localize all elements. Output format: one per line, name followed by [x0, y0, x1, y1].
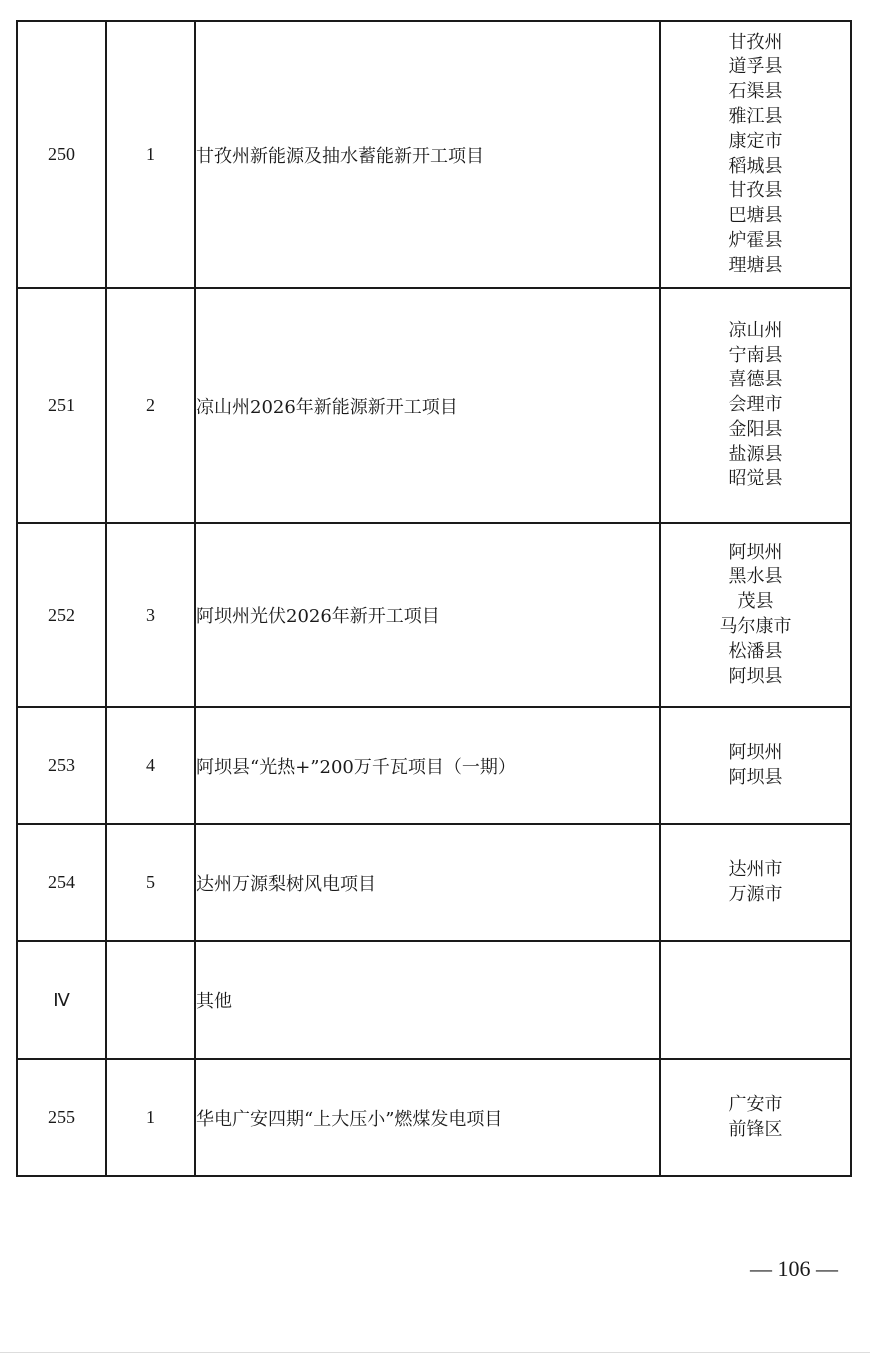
location-line: 达州市: [728, 858, 783, 880]
project-locations: [660, 824, 851, 941]
location-line: 茂县: [737, 591, 774, 613]
project-table: [16, 20, 852, 1177]
project-locations: [660, 21, 851, 288]
location-line: 松潘县: [728, 640, 783, 662]
location-line: 阿坝县: [728, 665, 783, 687]
row-sub-number: 2: [106, 288, 195, 523]
location-line: 炉霍县: [728, 229, 783, 251]
location-line: 石渠县: [728, 81, 783, 103]
project-locations: [660, 707, 851, 824]
location-line: 道孚县: [728, 56, 783, 78]
project-name: 凉山州2026年新能源新开工项目: [195, 288, 660, 523]
location-line: 阿坝州: [728, 741, 783, 763]
table-row: [17, 21, 851, 288]
project-name: 甘孜州新能源及抽水蓄能新开工项目: [195, 21, 660, 288]
location-line: 万源市: [728, 883, 783, 905]
location-line: 阿坝州: [728, 541, 783, 563]
location-line: 盐源县: [728, 443, 783, 465]
row-number: 253: [17, 707, 106, 824]
row-number: 252: [17, 523, 106, 707]
location-line: 稻城县: [728, 155, 783, 177]
row-number: 251: [17, 288, 106, 523]
location-line: 理塘县: [728, 254, 783, 276]
project-name: 阿坝州光伏2026年新开工项目: [195, 523, 660, 707]
row-number: Ⅳ: [17, 941, 106, 1059]
table-row: [17, 1059, 851, 1176]
row-number: 255: [17, 1059, 106, 1176]
project-locations: [660, 288, 851, 523]
table-row: [17, 707, 851, 824]
table-row: [17, 523, 851, 707]
project-locations: [660, 523, 851, 707]
location-line: 马尔康市: [719, 616, 792, 637]
location-line: 甘孜县: [728, 180, 783, 202]
location-line: 宁南县: [728, 344, 783, 366]
location-line: 喜德县: [728, 369, 783, 391]
row-sub-number: 1: [106, 1059, 195, 1176]
project-locations: [660, 941, 851, 1059]
location-line: 广安市: [728, 1093, 783, 1115]
location-line: 雅江县: [728, 105, 783, 127]
project-locations: [660, 1059, 851, 1176]
table-row: [17, 824, 851, 941]
location-line: 巴塘县: [728, 205, 783, 227]
project-name: 其他: [195, 941, 660, 1059]
location-line: 黑水县: [728, 566, 783, 588]
row-sub-number: 1: [106, 21, 195, 288]
location-line: 康定市: [728, 130, 783, 152]
table-row: [17, 288, 851, 523]
project-name: 华电广安四期“上大压小”燃煤发电项目: [195, 1059, 660, 1176]
table-row: [17, 941, 851, 1059]
row-sub-number: 5: [106, 824, 195, 941]
row-number: 250: [17, 21, 106, 288]
location-line: 凉山州: [728, 319, 783, 341]
location-line: 昭觉县: [728, 468, 783, 490]
row-sub-number: [106, 941, 195, 1059]
project-name: 达州万源梨树风电项目: [195, 824, 660, 941]
row-number: 254: [17, 824, 106, 941]
row-sub-number: 3: [106, 523, 195, 707]
page-bottom-divider: [0, 1352, 870, 1353]
location-line: 甘孜州: [728, 31, 783, 53]
row-sub-number: 4: [106, 707, 195, 824]
page-number: — 106 —: [750, 1256, 838, 1281]
project-name: 阿坝县“光热+”200万千瓦项目（一期）: [195, 707, 660, 824]
location-line: 金阳县: [728, 418, 783, 440]
location-line: 会理市: [728, 394, 783, 416]
location-line: 阿坝县: [728, 766, 783, 788]
location-line: 前锋区: [728, 1118, 783, 1140]
